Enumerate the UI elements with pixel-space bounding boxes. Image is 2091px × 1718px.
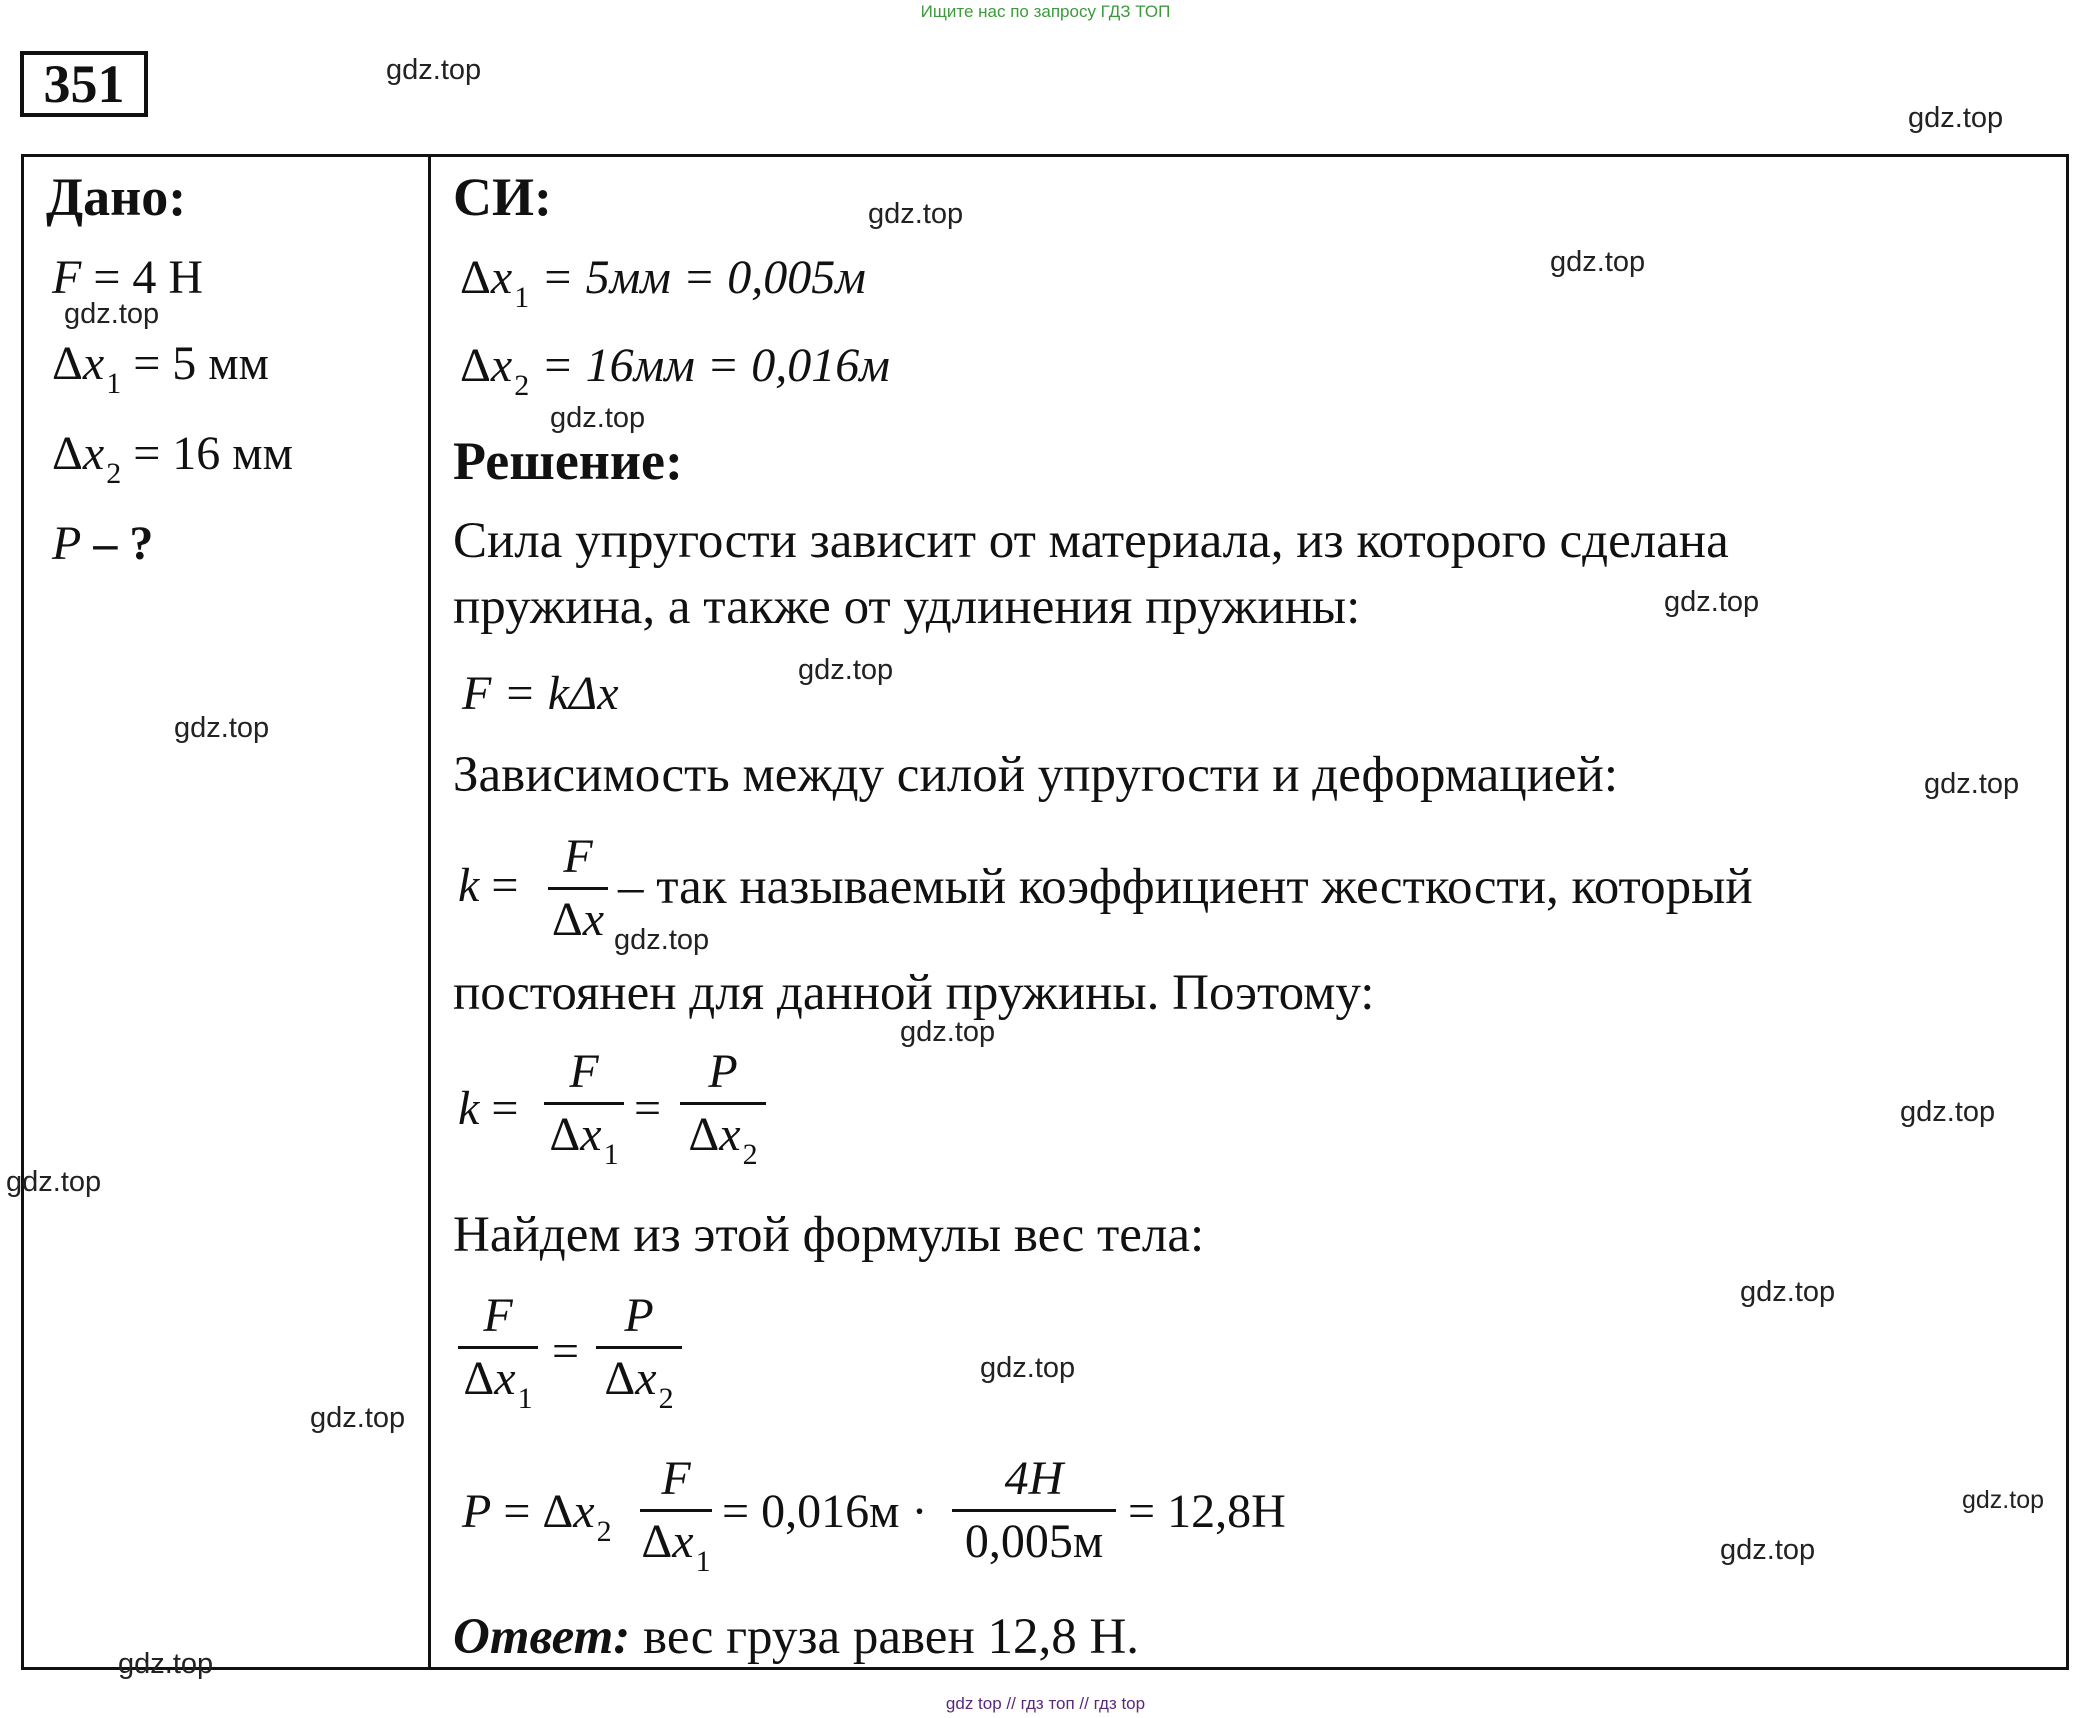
watermark: gdz.top bbox=[980, 1352, 1076, 1384]
solution-line-4: – так называемый коэффициент жесткости, который bbox=[618, 859, 1753, 915]
calc-fraction-2 bbox=[952, 1452, 1116, 1568]
si-dx1: $\Delta x_1 = 5мм = 0,005м$ bbox=[460, 251, 866, 314]
given-dx1-value: = 5 мм bbox=[133, 337, 270, 390]
calc-denominator: 0,005м bbox=[964, 1515, 1104, 1568]
solution-line-1: Сила упругости зависит от материала, из которого сделана bbox=[453, 513, 1729, 569]
watermark: gdz.top bbox=[1664, 586, 1760, 618]
calc-numerator: 4H bbox=[1004, 1452, 1064, 1505]
k-ratio-equals: = bbox=[634, 1082, 662, 1135]
top-banner: Ищите нас по запросу ГДЗ ТОП bbox=[920, 2, 1171, 21]
given-heading: Дано: bbox=[46, 167, 187, 227]
watermark: gdz.top bbox=[1740, 1276, 1836, 1308]
answer-text: вес груза равен 12,8 Н. bbox=[643, 1609, 1140, 1665]
si-dx2: $\Delta x_2 = 16мм = 0,016м$ bbox=[460, 339, 890, 402]
given-dx2: $\Delta x_2 = 16$ мм bbox=[52, 427, 294, 490]
solution-line-6: Найдем из этой формулы вес тела: bbox=[453, 1207, 1205, 1263]
k-def-fraction: F Δx bbox=[548, 833, 608, 944]
k-ratio-fraction-1: F $\Delta x_1$ bbox=[544, 1048, 624, 1159]
solution-line-3: Зависимость между силой упругости и деформацией: bbox=[453, 747, 1619, 803]
watermark: gdz.top bbox=[1550, 246, 1646, 278]
watermark: gdz.top bbox=[386, 54, 482, 86]
calc-result: = 12,8H bbox=[1128, 1485, 1286, 1538]
watermark: gdz.top bbox=[614, 924, 710, 956]
column-divider bbox=[428, 154, 431, 1670]
k-ratio-lhs: k = bbox=[458, 1082, 519, 1135]
watermark: gdz.top bbox=[550, 402, 646, 434]
si-heading: СИ: bbox=[453, 167, 552, 227]
watermark: gdz.top bbox=[310, 1402, 406, 1434]
problem-number: 351 bbox=[20, 51, 148, 117]
given-unknown: P – ? bbox=[52, 517, 154, 570]
watermark: gdz.top bbox=[1924, 768, 2020, 800]
given-force-value: = 4 Н bbox=[93, 251, 204, 304]
answer-line bbox=[453, 1609, 1140, 1665]
formula-hooke: F = kΔx bbox=[462, 667, 619, 720]
solution-line-5: постоянен для данной пружины. Поэтому: bbox=[453, 965, 1375, 1021]
k-ratio-fraction-2: P $\Delta x_2$ bbox=[680, 1048, 766, 1159]
calc-middle-text: = 0,016м · bbox=[722, 1485, 928, 1538]
watermark: gdz.top bbox=[6, 1166, 102, 1198]
si-dx1-value: = 5мм = 0,005м bbox=[541, 251, 866, 304]
given-force: F = 4 Н bbox=[52, 251, 204, 304]
solution-heading: Решение: bbox=[453, 431, 683, 491]
watermark: gdz.top bbox=[1720, 1534, 1816, 1566]
watermark: gdz.top bbox=[1962, 1486, 2045, 1514]
watermark: gdz.top bbox=[900, 1016, 996, 1048]
watermark: gdz.top bbox=[174, 712, 270, 744]
calc-fraction-1: F $\Delta x_1$ bbox=[641, 1452, 711, 1578]
watermark: gdz.top bbox=[64, 298, 160, 330]
proportion-fraction-2: P $\Delta x_2$ bbox=[596, 1292, 682, 1403]
calc-middle bbox=[722, 1485, 928, 1538]
footer-links: gdz top // гдз топ // гдз top bbox=[945, 1694, 1146, 1713]
watermark: gdz.top bbox=[118, 1648, 214, 1680]
watermark: gdz.top bbox=[798, 654, 894, 686]
si-dx2-value: = 16мм = 0,016м bbox=[541, 339, 890, 392]
given-dx1: $\Delta x_1 = 5$ мм bbox=[52, 337, 270, 400]
given-unknown-mark: – ? bbox=[93, 517, 154, 570]
watermark: gdz.top bbox=[868, 198, 964, 230]
proportion-fraction-1: F $\Delta x_1$ bbox=[458, 1292, 538, 1403]
calc-lhs: $P = \Delta x_2$ bbox=[462, 1485, 612, 1548]
proportion-equals: = bbox=[552, 1325, 580, 1378]
given-dx2-value: = 16 мм bbox=[133, 427, 294, 480]
answer-label: Ответ: bbox=[453, 1609, 631, 1665]
k-def-lhs: k = bbox=[458, 859, 519, 912]
solution-line-2: пружина, а также от удлинения пружины: bbox=[453, 579, 1361, 635]
watermark: gdz.top bbox=[1900, 1096, 1996, 1128]
watermark: gdz.top bbox=[1908, 102, 2004, 134]
